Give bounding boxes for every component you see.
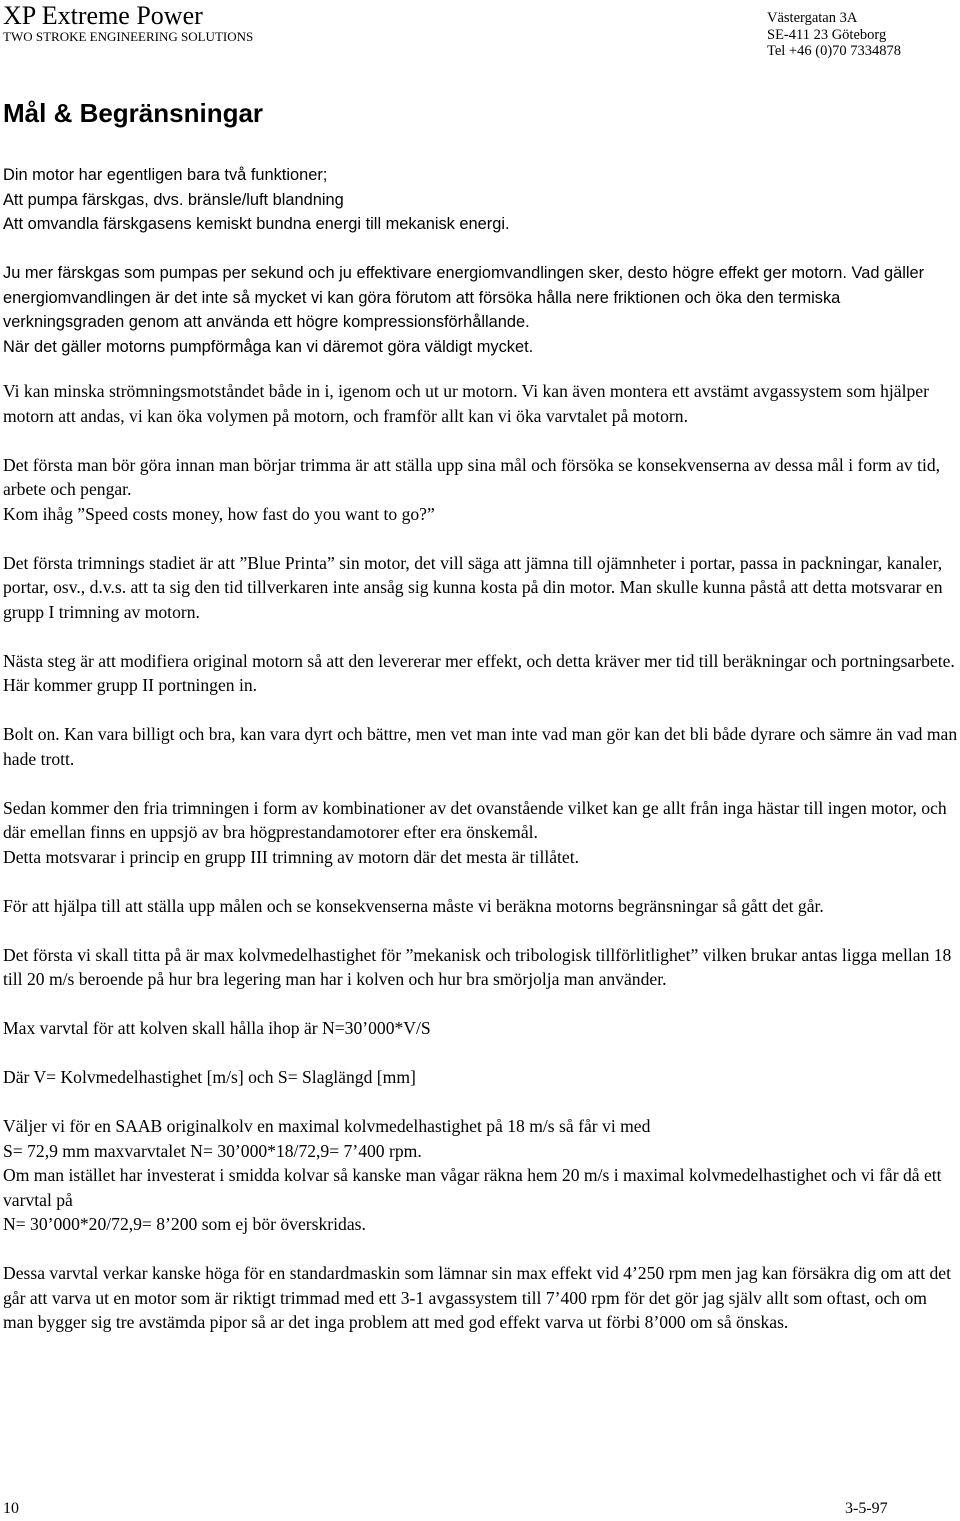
paragraph: Om man istället har investerat i smidda kolvar så kanske man vågar räkna hem 20 m/s i maximal kolvmedelhastighet och vi får då ett varvtal på [3,1165,942,1210]
paragraph: Det första vi skall titta på är max kolvmedelhastighet för ”mekanisk och tribologisk tillförlitlighet” vilken brukar antas ligga mellan 18 till 20 m/s beroende på hur bra legering man har i kolven och hur bra smörjolja man använder. [3,944,952,989]
paragraph: Bolt on. Kan vara billigt och bra, kan vara dyrt och bättre, men vet man inte vad man gör kan det bli både dyrare och sämre än vad man hade trott. [3,724,958,769]
company-tagline: TWO STROKE ENGINEERING SOLUTIONS [3,29,254,44]
formula-line: Max varvtal för att kolven skall hålla ihop är N=30’000*V/S [3,1018,431,1038]
page-title: Mål & Begränsningar [3,98,264,128]
address-city: SE-411 23 Göteborg [767,26,887,43]
paragraph-line: Väljer vi för en SAAB originalkolv en maximal kolvmedelhastighet på 18 m/s så får vi med [3,1116,651,1136]
paragraph-line: Din motor har egentligen bara två funktioner; [3,166,328,184]
document-date: 3-5-97 [845,1500,888,1517]
paragraph: Ju mer färskgas som pumpas per sekund och ju effektivare energiomvandlingen sker, desto högre effekt ger motorn. Vad gäller energiomvandlingen är det inte så mycket vi kan göra förutom att försöka hålla nere friktionen och öka den termiska verkningsgraden genom att använda ett högre kompressionsförhållande. [3,264,925,331]
company-name: XP Extreme Power [3,1,203,30]
paragraph-line: S= 72,9 mm maxvarvtalet N= 30’000*18/72,9= 7’400 rpm. [3,1140,422,1161]
paragraph: Vi kan minska strömningsmotståndet både in i, igenom och ut ur motorn. Vi kan även montera ett avstämt avgassystem som hjälper motorn att andas, vi kan öka volymen på motorn, och framför allt kan vi öka varvtalet på motorn. [3,381,929,426]
paragraph: Sedan kommer den fria trimningen i form av kombinationer av det ovanstående vilket kan ge allt från inga hästar till ingen motor, och där emellan finns en uppsjö av bra högprestandamotorer efter era önskemål. [3,797,947,842]
address-phone: Tel +46 (0)70 7334878 [767,43,902,59]
document-body [3,163,958,1335]
paragraph: Dessa varvtal verkar kanske höga för en standardmaskin som lämnar sin max effekt vid 4’250 rpm men jag kan försäkra dig om att det går att varva ut en motor som är riktigt trimmad med ett 3-1 avgassystem till 7’400 rpm för det gör jag själv allt som oftast, och om man bygger sig tre avstämda pipor så ar det inga problem att med god effekt varva ut förbi 8’000 om så önskas. [3,1263,951,1332]
paragraph-line: N= 30’000*20/72,9= 8’200 som ej bör överskridas. [3,1214,366,1234]
formula-definition: Där V= Kolvmedelhastighet [m/s] och S= Slaglängd [mm] [3,1067,416,1087]
paragraph-line: Att omvandla färskgasens kemiskt bundna energi till mekanisk energi. [3,215,510,233]
paragraph: För att hjälpa till att ställa upp målen och se konsekvenserna måste vi beräkna motorns begränsningar så gått det går. [3,895,824,916]
address-street: Västergatan 3A [767,10,858,26]
paragraph: Detta motsvarar i princip en grupp III trimning av motorn där det mesta är tillåtet. [3,846,580,867]
paragraph-line: Att pumpa färskgas, dvs. bränsle/luft blandning [3,190,344,209]
letterhead-address [767,10,901,60]
paragraph: Det första man bör göra innan man börjar trimma är att ställa upp sina mål och försöka se konsekvenserna av dessa mål i form av tid, arbete och pengar. [3,454,941,499]
paragraph: Det första trimnings stadiet är att ”Blue Printa” sin motor, det vill säga att jämna till ojämnheter i portar, passa in packningar, kanaler, portar, osv., d.v.s. att ta sig den tid tillverkaren inte ansåg sig kunna kosta på din motor. Man skulle kunna påstå att detta motsvarar en grupp I trimning av motorn. [3,552,943,622]
page-number: 10 [3,1500,19,1517]
letterhead-left [3,2,253,44]
paragraph: När det gäller motorns pumpförmåga kan vi däremot göra väldigt mycket. [3,337,534,356]
paragraph: Nästa steg är att modifiera original motorn så att den levererar mer effekt, och detta kräver mer tid till beräkningar och portningsarbete. Här kommer grupp II portningen in. [3,650,955,695]
paragraph: Kom ihåg ”Speed costs money, how fast do you want to go?” [3,503,435,524]
